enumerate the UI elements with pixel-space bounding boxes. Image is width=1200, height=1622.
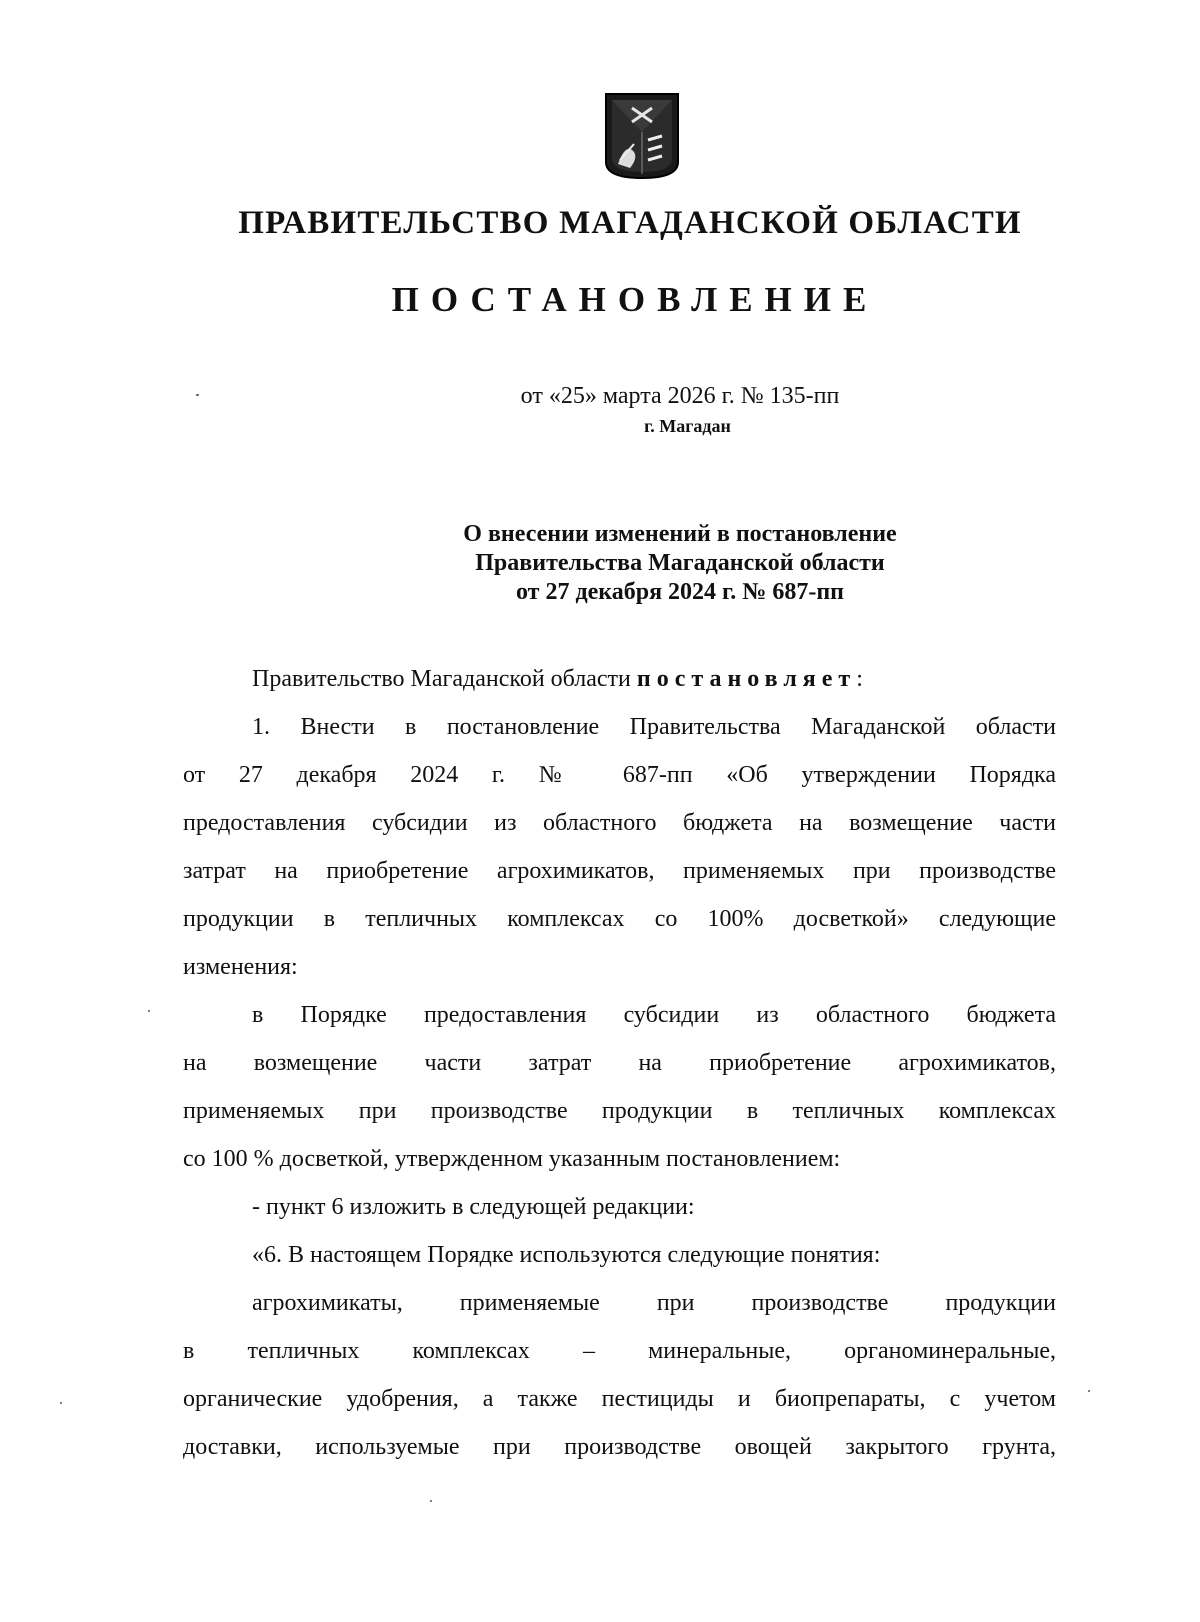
document-city: г. Магадан	[644, 416, 731, 436]
body-line: 1. Внести в постановление Правительства Магаданской области	[252, 714, 1056, 740]
document-type-heading: ПОСТАНОВЛЕНИЕ	[391, 280, 879, 319]
body-line: со 100 % досветкой, утвержденном указанным постановлением:	[183, 1146, 841, 1172]
document-date-number: от «25» марта 2026 г. № 135-пп	[520, 383, 840, 409]
intro-paragraph	[183, 664, 1056, 712]
body-line: применяемых при производстве продукции в тепличных комплексах	[183, 1098, 1056, 1124]
scan-speck	[196, 394, 199, 396]
intro-verb: постановляет	[636, 666, 857, 692]
body-line: предоставления субсидии из областного бюджета на возмещение части	[183, 810, 1056, 836]
body-line: затрат на приобретение агрохимикатов, применяемых при производстве	[183, 858, 1056, 884]
scan-speck	[148, 1010, 150, 1012]
body-line: от 27 декабря 2024 г. № 687-пп «Об утверждении Порядка	[183, 762, 1056, 788]
scan-speck	[1088, 1390, 1090, 1392]
body-line: в тепличных комплексах – минеральные, органоминеральные,	[183, 1338, 1056, 1364]
body-line: «6. В настоящем Порядке используются следующие понятия:	[252, 1242, 881, 1268]
document-subject	[0, 520, 1200, 607]
body-line: продукции в тепличных комплексах со 100% досветкой» следующие	[183, 906, 1056, 932]
body-line: агрохимикаты, применяемые при производстве продукции	[252, 1290, 1056, 1316]
scan-speck	[60, 1402, 62, 1404]
body-line: в Порядке предоставления субсидии из областного бюджета	[252, 1002, 1056, 1028]
subject-line: Правительства Магаданской области	[475, 550, 885, 576]
scan-speck	[430, 1500, 432, 1502]
subject-line: от 27 декабря 2024 г. № 687-пп	[515, 579, 845, 605]
body-line: органические удобрения, а также пестициды и биопрепараты, с учетом	[183, 1386, 1056, 1412]
intro-prefix: Правительство Магаданской области	[252, 666, 637, 692]
body-line: - пункт 6 изложить в следующей редакции:	[252, 1194, 695, 1220]
subject-line: О внесении изменений в постановление	[463, 521, 897, 547]
body-line: изменения:	[183, 954, 298, 980]
body-line: на возмещение части затрат на приобретение агрохимикатов,	[183, 1050, 1056, 1076]
body-line: доставки, используемые при производстве овощей закрытого грунта,	[183, 1434, 1056, 1460]
government-title: ПРАВИТЕЛЬСТВО МАГАДАНСКОЙ ОБЛАСТИ	[238, 205, 1022, 241]
coat-of-arms-icon	[604, 92, 680, 180]
intro-suffix: :	[856, 666, 863, 692]
document-body	[183, 664, 1056, 1480]
